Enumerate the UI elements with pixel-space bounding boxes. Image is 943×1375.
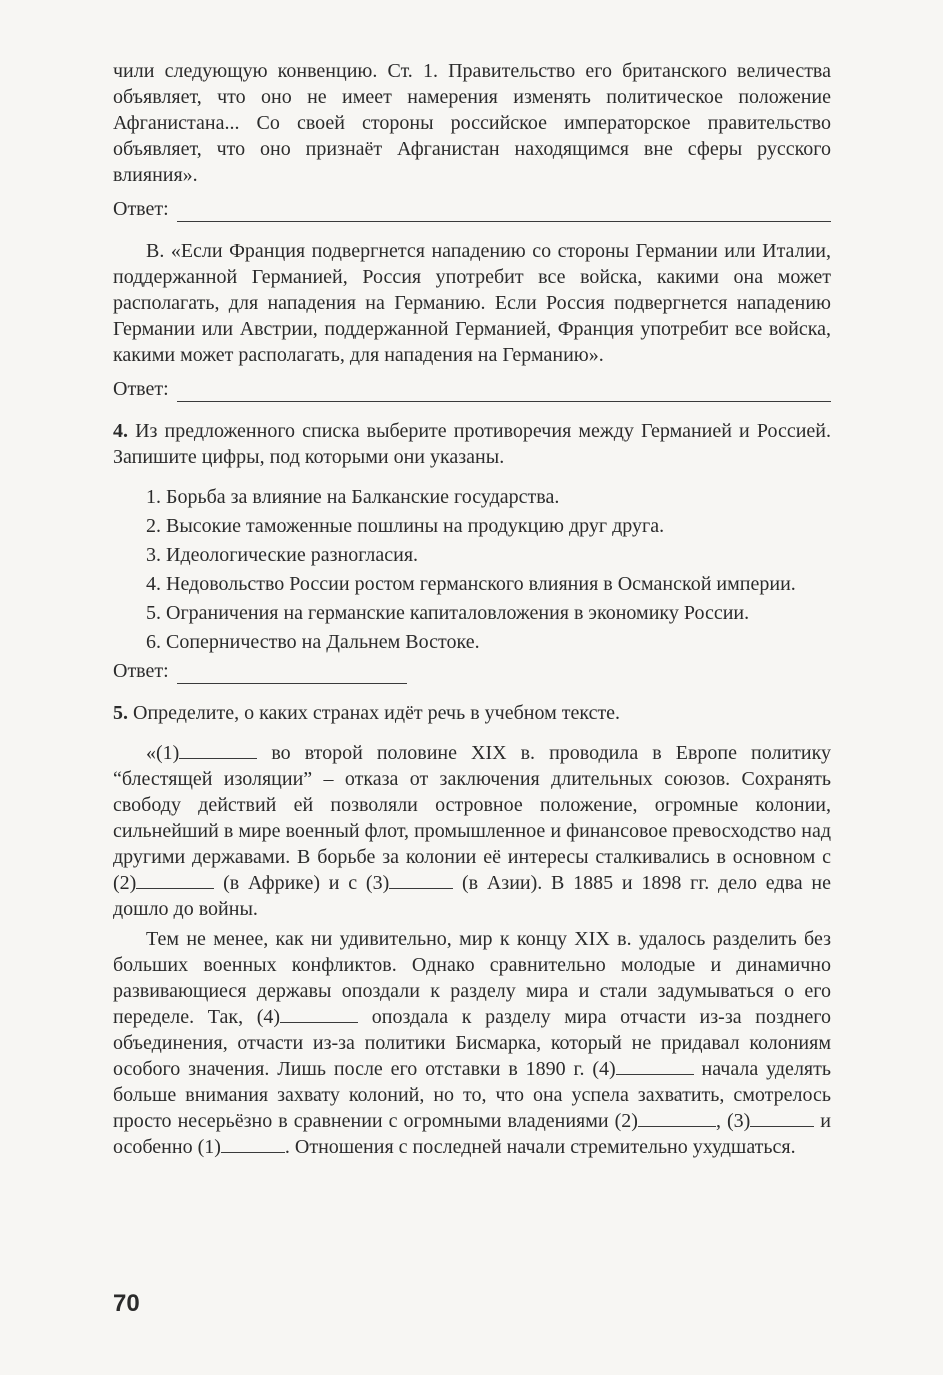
blank-field[interactable] [179, 740, 257, 759]
blank-field[interactable] [221, 1134, 285, 1153]
answer-label: Ответ: [113, 198, 169, 220]
task-4-text: Из предложенного списка выберите противоречия между Германией и Россией. Запишите цифры, под которыми они указаны. [113, 420, 832, 468]
option-item: 5. Ограничения на германские капиталовложения в экономику России. [146, 602, 750, 624]
option-item: 1. Борьба за влияние на Балканские государства. [146, 486, 560, 508]
answer-row-1 [113, 196, 831, 222]
quote-continuation: чили следующую конвенцию. Ст. 1. Правительство его британского величества объявляет, что оно не имеет намерения изменять политическое положение Афганистана... Со своей стороны российское императорское правительство объявляет, что оно признаёт Афганистан находящимся вне сферы русского влияния». [113, 60, 831, 186]
text-span: во второй половине XIX в. проводила в Европе политику “блестящей изоляции” – отказа от заключения длительных союзов. Сохранять свободу действий ей позволяли островное положение, огромные колонии, сильнейший в мире военный флот, промышленное и финансовое превосходство над другими державами. В борьбе за колонии её интересы сталкивались в основном с (2) [113, 742, 831, 894]
task-5-number: 5. [113, 702, 128, 724]
blank-field[interactable] [136, 870, 214, 889]
answer-field-2[interactable] [177, 381, 831, 402]
task-5-paragraph-1 [113, 740, 831, 922]
answer-row-2 [113, 376, 831, 402]
text-span: . Отношения с последней начали стремительно ухудшаться. [284, 1136, 796, 1158]
blank-field[interactable] [616, 1056, 694, 1075]
text-span: опоздала к разделу мира отчасти из-за позднего объединения, отчасти из-за политики Бисмарка, который не придавал колониям особого значения. Лишь после его отставки в 1890 г. (4) [113, 1006, 831, 1080]
answer-row-3 [113, 658, 831, 684]
option-item: 4. Недовольство России ростом германского влияния в Османской империи. [146, 573, 796, 595]
task-4-options [113, 484, 831, 655]
text-span: «(1) [146, 742, 180, 764]
task-5 [113, 700, 831, 726]
blank-field[interactable] [750, 1108, 814, 1127]
text-span: начала уделять больше внимания захвату колоний, но то, что она успела захватить, смотрелось просто несерьёзно в сравнении с огромными владениями (2) [113, 1058, 831, 1132]
option-item: 6. Соперничество на Дальнем Востоке. [146, 631, 480, 653]
answer-field-1[interactable] [177, 201, 831, 222]
text-span: (в Азии). В 1885 и 1898 гг. дело едва не дошло до войны. [113, 872, 831, 920]
task-5-paragraph-2 [113, 926, 831, 1160]
blank-field[interactable] [280, 1004, 358, 1023]
task-4-number: 4. [113, 420, 128, 442]
answer-field-3[interactable] [177, 663, 407, 684]
answer-label: Ответ: [113, 660, 169, 682]
blank-field[interactable] [389, 870, 453, 889]
text-span: Тем не менее, как ни удивительно, мир к концу XIX в. удалось разделить без больших военных конфликтов. Однако сравнительно молодые и динамично развивающиеся державы опоздали к разделу мира и стали задумываться о его переделе. Так, (4) [113, 928, 831, 1028]
quote-v: В. «Если Франция подвергнется нападению со стороны Германии или Италии, поддержанной Германией, Россия употребит все войска, какими она может располагать, для нападения на Германию. Если Россия подвергнется нападению Германии или Австрии, поддержанной Германией, Франция употребит все войска, какими может располагать, для нападения на Германию». [113, 240, 831, 366]
task-4 [113, 418, 831, 470]
option-item: 3. Идеологические разногласия. [146, 544, 419, 566]
option-item: 2. Высокие таможенные пошлины на продукцию друг друга. [146, 515, 665, 537]
page-number: 70 [113, 1290, 140, 1317]
text-span: , (3) [715, 1110, 751, 1132]
page-content [113, 58, 831, 1160]
text-span: (в Африке) и с (3) [214, 872, 390, 894]
text-span: и особенно (1) [113, 1110, 832, 1158]
blank-field[interactable] [638, 1108, 716, 1127]
task-5-text: Определите, о каких странах идёт речь в учебном тексте. [133, 702, 621, 724]
answer-label: Ответ: [113, 378, 169, 400]
